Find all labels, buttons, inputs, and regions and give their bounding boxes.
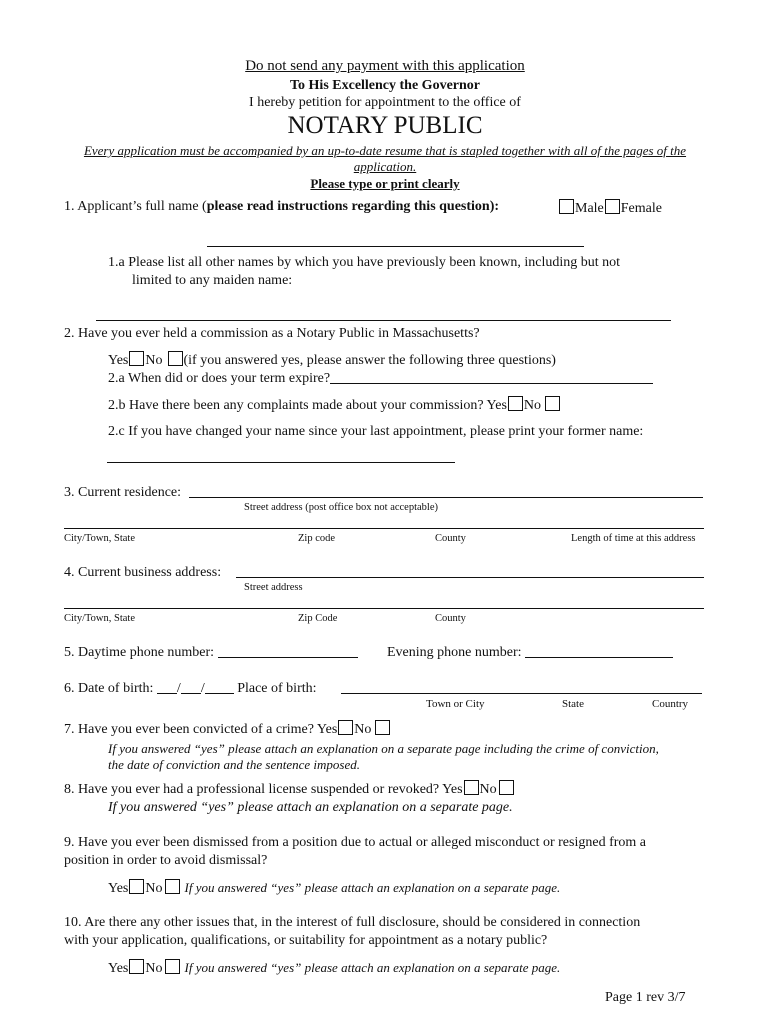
q9-dismissal-line1: 9. Have you ever been dismissed from a position due to actual or alleged misconduct or resigned from a [64, 835, 646, 850]
q2b-label: 2.b Have there been any complaints made about your commission? [108, 398, 484, 413]
q2b-yes-checkbox[interactable] [508, 396, 523, 411]
q8-no-label: No [479, 782, 497, 797]
q10-yes-checkbox[interactable] [129, 959, 144, 974]
q2-notary-commission-question: 2. Have you ever held a commission as a Notary Public in Massachusetts? [64, 326, 480, 341]
place-of-birth-label: Place of birth: [237, 681, 317, 696]
business-zip-caption: Zip Code [298, 613, 338, 624]
q2b-no-checkbox[interactable] [545, 396, 560, 411]
q8-yes-checkbox[interactable] [464, 780, 479, 795]
residence-zip-caption: Zip code [298, 533, 336, 544]
q2-answer-row [108, 351, 556, 369]
q2-yes-checkbox[interactable] [129, 351, 144, 366]
business-street-input-line[interactable] [236, 577, 704, 578]
evening-phone-label: Evening phone number: [387, 645, 522, 660]
q7-note-line1: If you answered “yes” please attach an explanation on a separate page including the crime of conviction, [108, 741, 659, 756]
business-street-caption: Street address [244, 582, 303, 593]
q2a-label: 2.a When did or does your term expire? [108, 371, 331, 386]
q5-daytime-phone [64, 645, 358, 661]
q4-business-address-label: 4. Current business address: [64, 565, 222, 580]
dob-year-input[interactable] [205, 681, 234, 694]
q8-no-checkbox[interactable] [499, 780, 514, 795]
q2-no-label: No [145, 353, 163, 368]
daytime-phone-input-line[interactable] [218, 645, 358, 658]
dob-separator-1: / [176, 681, 181, 696]
q1-full-name-label [64, 199, 499, 215]
dob-label: 6. Date of birth: [64, 681, 154, 696]
female-label: Female [620, 201, 662, 216]
q9-dismissal-line2: position in order to avoid dismissal? [64, 853, 268, 868]
q10-disclosure-line1: 10. Are there any other issues that, in the interest of full disclosure, should be considered in connection [64, 915, 641, 930]
q2a-term-expire [108, 371, 653, 387]
residence-county-caption: County [435, 533, 466, 544]
business-city-input-line[interactable] [64, 608, 704, 609]
business-city-caption: City/Town, State [64, 613, 136, 624]
office-title: NOTARY PUBLIC [287, 112, 483, 139]
gender-options [558, 199, 662, 217]
q2-yes-label: Yes [108, 353, 129, 368]
residence-length-caption: Length of time at this address [571, 533, 696, 544]
resume-requirement-line1: Every application must be accompanied by an up-to-date resume that is stapled together with all of the pages of the [83, 143, 687, 158]
q7-note-line2: the date of conviction and the sentence imposed. [108, 757, 360, 772]
residence-street-caption: Street address (post office box not acceptable) [244, 502, 438, 513]
q7-no-checkbox[interactable] [375, 720, 390, 735]
q7-crime-row [64, 720, 391, 738]
q7-yes-checkbox[interactable] [338, 720, 353, 735]
dob-day-input[interactable] [181, 681, 201, 694]
q2b-complaints [108, 396, 561, 414]
q1-prefix: 1. Applicant’s full name ( [64, 199, 207, 214]
q7-yes-label: Yes [316, 722, 338, 737]
q9-yes-checkbox[interactable] [129, 879, 144, 894]
q6-date-of-birth [64, 681, 317, 697]
male-label: Male [575, 201, 604, 216]
q2-no-checkbox[interactable] [168, 351, 183, 366]
q10-answer-row [108, 959, 560, 977]
q8-note: If you answered “yes” please attach an explanation on a separate page. [108, 800, 513, 815]
full-name-input-line[interactable] [207, 246, 584, 247]
resume-requirement-line2: application. [353, 159, 417, 174]
q9-yes-label: Yes [108, 881, 129, 896]
pob-state-caption: State [562, 698, 584, 710]
q10-yes-label: Yes [108, 961, 129, 976]
q8-yes-label: Yes [442, 782, 463, 797]
pob-town-caption: Town or City [426, 698, 485, 710]
q7-question: 7. Have you ever been convicted of a crime? [64, 722, 314, 737]
page-number: Page 1 rev 3/7 [605, 990, 686, 1005]
q8-question: 8. Have you ever had a professional license suspended or revoked? [64, 782, 440, 797]
q10-no-label: No [145, 961, 163, 976]
pob-country-caption: Country [652, 698, 689, 710]
daytime-phone-label: 5. Daytime phone number: [64, 645, 215, 660]
place-of-birth-input-line[interactable] [341, 693, 702, 694]
q10-note: If you answered “yes” please attach an explanation on a separate page. [184, 960, 561, 975]
residence-city-input-line[interactable] [64, 528, 704, 529]
q2c-former-name: 2.c If you have changed your name since your last appointment, please print your former name: [108, 424, 644, 439]
type-print-instruction: Please type or print clearly [310, 176, 460, 191]
dob-separator-2: / [200, 681, 205, 696]
q5-evening-phone [387, 645, 673, 661]
q9-note: If you answered “yes” please attach an explanation on a separate page. [184, 880, 561, 895]
to-governor-heading: To His Excellency the Governor [289, 78, 481, 93]
no-payment-notice: Do not send any payment with this application [245, 58, 525, 74]
q2b-no-label: No [523, 398, 542, 413]
q10-disclosure-line2: with your application, qualifications, or suitability for appointment as a notary public? [64, 933, 548, 948]
q3-residence-label: 3. Current residence: [64, 485, 182, 500]
q9-no-label: No [145, 881, 163, 896]
q9-no-checkbox[interactable] [165, 879, 180, 894]
q1a-other-names-line1: 1.a Please list all other names by which you have previously been known, including but not [108, 255, 621, 270]
q8-license-row [64, 780, 515, 798]
q7-no-label: No [354, 722, 372, 737]
q1-bold-instruction: please read instructions regarding this question): [206, 199, 500, 214]
q1a-other-names-line2: limited to any maiden name: [132, 273, 293, 288]
evening-phone-input-line[interactable] [525, 645, 673, 658]
residence-street-input-line[interactable] [189, 497, 703, 498]
dob-month-input[interactable] [157, 681, 177, 694]
q10-no-checkbox[interactable] [165, 959, 180, 974]
term-expire-input-line[interactable] [330, 371, 653, 384]
male-checkbox[interactable] [559, 199, 574, 214]
business-county-caption: County [435, 613, 466, 624]
q9-answer-row [108, 879, 560, 897]
former-name-input-line[interactable] [107, 462, 455, 463]
residence-city-caption: City/Town, State [64, 533, 136, 544]
other-names-input-line[interactable] [96, 320, 671, 321]
q2-followup-note: (if you answered yes, please answer the following three questions) [183, 353, 556, 368]
female-checkbox[interactable] [605, 199, 620, 214]
petition-statement: I hereby petition for appointment to the office of [249, 95, 521, 110]
q2b-yes-label: Yes [486, 398, 507, 413]
